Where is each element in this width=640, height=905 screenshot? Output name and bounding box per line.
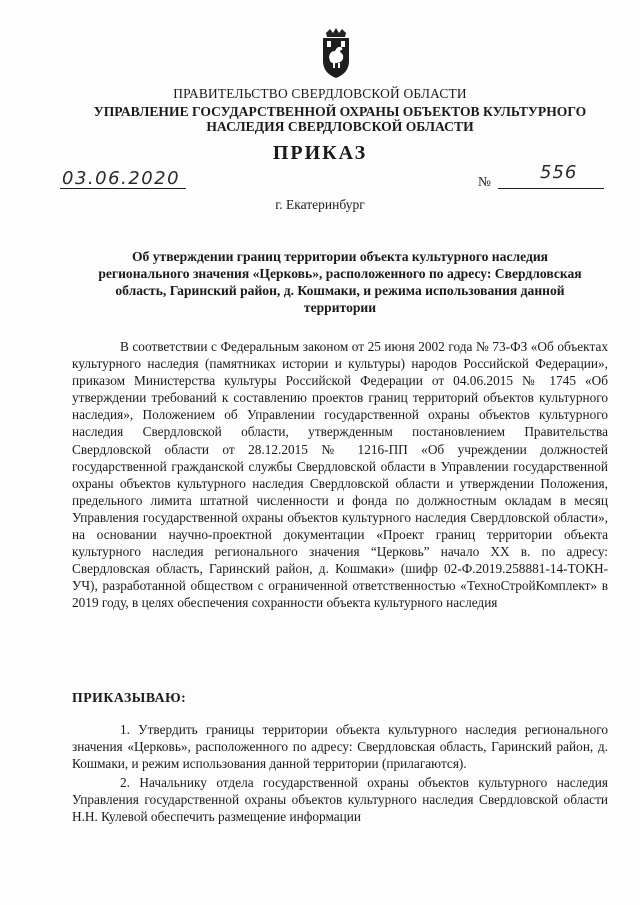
coat-of-arms-icon bbox=[318, 27, 354, 79]
government-name: ПРАВИТЕЛЬСТВО СВЕРДЛОВСКОЙ ОБЛАСТИ bbox=[173, 86, 467, 101]
document-type: ПРИКАЗ bbox=[272, 142, 368, 164]
preamble-paragraph: В соответствии с Федеральным законом от 25 июня 2002 года № 73-ФЗ «Об объектах культурного наследия (памятниках истории и культуры) народов Российской Федерации», приказом Министерства культуры Российской Федерации от 04.06.2015 № 1745 «Об утверждении требований к составлению проектов границ территорий объектов культурного наследия», Положением об Управлении государственной охраны объектов культурного наследия Свердловской области, утвержденным постановлением Правительства Свердловской области от 28.12.2015 № 1216-ПП «Об учреждении должностей государственной гражданской службы Свердловской области в Управлении государственной охраны объектов культурного наследия Свердловской области и утверждении Положения, предельного лимита штатной численности и фонда по должностным окладам в месяц Управления государственной охраны объектов культурного наследия Свердловской области», на основании научно-проектной документации «Проект границ территории объекта культурного наследия регионального значения “Церковь” начало XX в. по адресу: Свердловская область, Гаринский район, д. Кошмаки» (шифр 02-Ф.2019.258881-14-ТОКН-УЧ), разработанной обществом с ограниченной ответственностью «ТехноСтройКомплект» в 2019 году, в целях обеспечения сохранности объекта культурного наследия bbox=[72, 339, 608, 611]
date-underline bbox=[60, 188, 186, 189]
department-name: УПРАВЛЕНИЕ ГОСУДАРСТВЕННОЙ ОХРАНЫ ОБЪЕКТОВ КУЛЬТУРНОГО НАСЛЕДИЯ СВЕРДЛОВСКОЙ ОБЛАСТИ bbox=[93, 104, 587, 134]
number-label: № bbox=[478, 174, 491, 189]
city: г. Екатеринбург bbox=[275, 197, 365, 212]
order-item-1: 1. Утвердить границы территории объекта культурного наследия регионального значения «Церковь», расположенного по адресу: Свердловская область, Гаринский район, д. Кошмаки, и режим использования данной территории (прилагаются). bbox=[72, 722, 608, 772]
order-items bbox=[72, 721, 608, 828]
orders-label: ПРИКАЗЫВАЮ: bbox=[72, 690, 187, 705]
order-date: 03.06.2020 bbox=[62, 168, 181, 189]
order-heading: Об утверждении границ территории объекта культурного наследия регионального значения «Церковь», расположенного по адресу: Свердловская область, Гаринский район, д. Кошмаки, и режима использования данной территории bbox=[98, 249, 582, 315]
order-item-2: 2. Начальнику отдела государственной охраны объектов культурного наследия Управления государственной охраны объектов культурного наследия Свердловской области Н.Н. Кулевой обеспечить размещение информации bbox=[72, 775, 608, 825]
number-underline bbox=[498, 188, 604, 189]
preamble bbox=[72, 338, 608, 612]
order-number: 556 bbox=[540, 162, 578, 183]
